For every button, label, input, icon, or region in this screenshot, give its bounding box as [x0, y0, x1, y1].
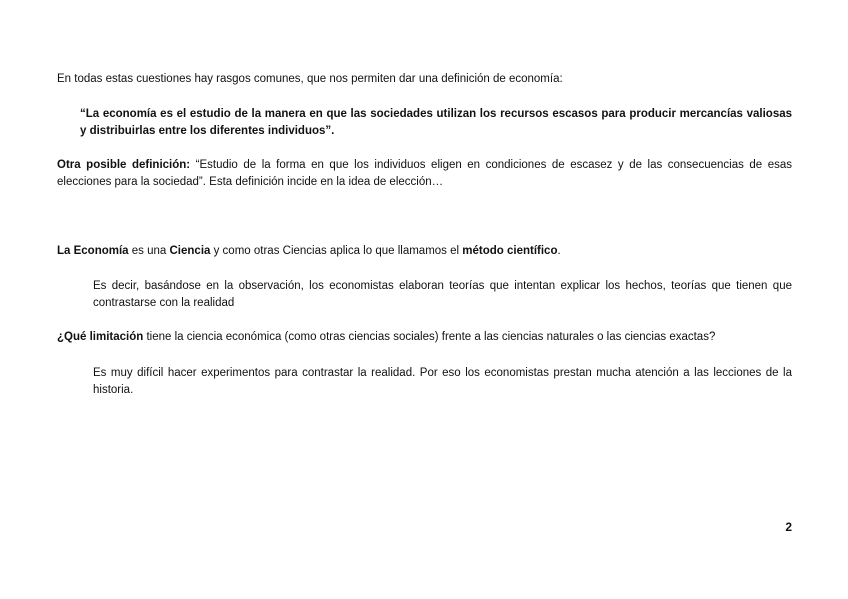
observation-paragraph [93, 278, 792, 312]
science-method: método científico [462, 245, 558, 257]
observation-text: Es decir, basándose en la observación, los economistas elaboran teorías que intentan explicar los hechos, teorías que tienen que contrastarse con la realidad [93, 280, 792, 309]
question-lead: ¿Qué limitación [57, 331, 144, 343]
science-paragraph [57, 243, 797, 260]
other-definition-text: “Estudio de la forma en que los individuos eligen en condiciones de escasez y de las consecuencias de esas elecciones para la sociedad”. Esta definición incide en la idea de elección… [57, 159, 792, 188]
other-definition-lead: Otra posible definición: [57, 159, 191, 171]
page-number: 2 [785, 520, 792, 534]
science-part3: . [557, 245, 561, 257]
science-term: La Economía [57, 245, 129, 257]
other-definition-paragraph [57, 157, 792, 191]
question-paragraph [57, 329, 797, 346]
answer-paragraph [93, 365, 792, 399]
answer-text: Es muy difícil hacer experimentos para contrastar la realidad. Por eso los economistas prestan mucha atención a las lecciones de la historia. [93, 367, 792, 396]
intro-text: En todas estas cuestiones hay rasgos comunes, que nos permiten dar una definición de economía: [57, 73, 563, 85]
science-part1: es una [128, 245, 170, 257]
science-ciencia: Ciencia [169, 245, 211, 257]
intro-paragraph [57, 71, 797, 88]
science-part2: y como otras Ciencias aplica lo que llamamos el [210, 245, 463, 257]
question-text: tiene la ciencia económica (como otras ciencias sociales) frente a las ciencias naturales o las ciencias exactas? [143, 331, 716, 343]
quote-text: “La economía es el estudio de la manera en que las sociedades utilizan los recursos escasos para producir mercancías valiosas y distribuirlas entre los diferentes individuos”. [80, 108, 792, 137]
economy-definition-quote [80, 106, 792, 140]
